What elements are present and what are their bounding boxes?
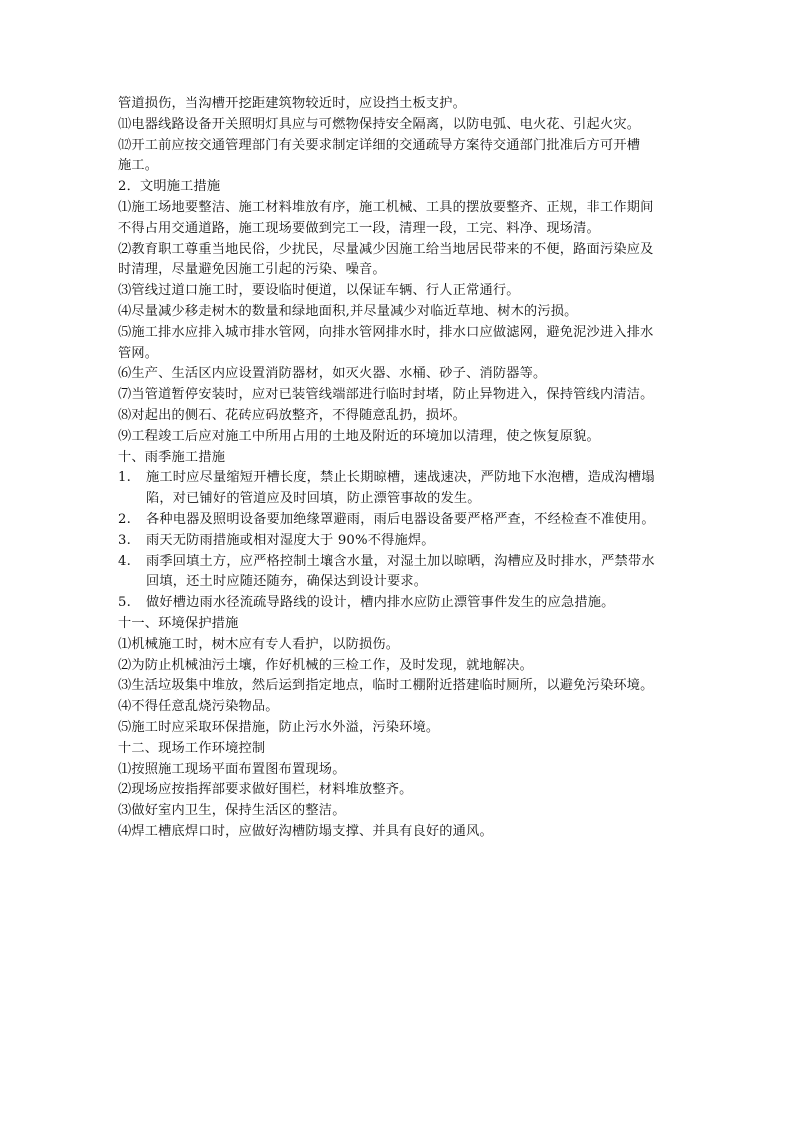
text-line: ⑹生产、生活区内应设置消防器材，如灭火器、水桶、砂子、消防器等。 bbox=[118, 366, 547, 382]
list-item bbox=[118, 593, 680, 614]
list-number: 3. bbox=[118, 532, 131, 548]
text-line: ⑴施工场地要整洁、施工材料堆放有序，施工机械、工具的摆放要整齐、正规，非工作期间 bbox=[118, 199, 654, 215]
text-line: ⑴按照施工现场平面布置图布置现场。 bbox=[118, 761, 346, 777]
text-line: ⑸施工时应采取环保措施，防止污水外溢，污染环境。 bbox=[118, 719, 440, 735]
text-line: ⑶做好室内卫生，保持生活区的整洁。 bbox=[118, 803, 346, 819]
text-line: ⑵现场应按指挥部要求做好围栏，材料堆放整齐。 bbox=[118, 782, 413, 798]
list-text: 施工时应尽量缩短开槽长度，禁止长期晾槽，速战速决，严防地下水泡槽，造成沟槽塌 bbox=[146, 470, 655, 486]
text-line: 管道损伤，当沟槽开挖距建筑物较近时，应设挡土板支护。 bbox=[118, 96, 467, 111]
list-item bbox=[118, 468, 680, 489]
list-number: 4. bbox=[118, 553, 131, 569]
document-page bbox=[118, 94, 680, 843]
text-line: ⑶管线过道口施工时，要设临时便道，以保证车辆、行人正常通行。 bbox=[118, 283, 520, 299]
text-line: ⑺当管道暂停安装时，应对已装管线端部进行临时封堵，防止异物进入，保持管线内清洁。 bbox=[118, 387, 654, 403]
text-line: ⑿开工前应按交通管理部门有关要求制定详细的交通疏导方案待交通部门批准后方可开槽 bbox=[118, 137, 641, 153]
list-text: 做好槽边雨水径流疏导路线的设计，槽内排水应防止漂管事件发生的应急措施。 bbox=[146, 595, 615, 611]
text-line: ⑸施工排水应排入城市排水管网，向排水管网排水时，排水口应做滤网，避免泥沙进入排水 bbox=[118, 324, 654, 340]
text-line: ⑵为防止机械油污土壤，作好机械的三检工作，及时发现，就地解决。 bbox=[118, 657, 534, 673]
text-line: ⑷不得任意乱烧污染物品。 bbox=[118, 699, 279, 715]
text-line: ⑼工程竣工后应对施工中所用占用的土地及附近的环境加以清理，使之恢复原貌。 bbox=[118, 428, 600, 444]
list-item bbox=[118, 510, 680, 531]
text-line: 施工。 bbox=[118, 158, 159, 174]
text-line: ⑷焊工槽底焊口时，应做好沟槽防塌支撑、并具有良好的通风。 bbox=[118, 823, 493, 839]
list-number: 2. bbox=[118, 511, 131, 527]
section-heading: 十二、现场工作环境控制 bbox=[118, 740, 266, 756]
text-line: 不得占用交通道路，施工现场要做到完工一段，清理一段，工完、料净、现场清。 bbox=[118, 220, 600, 236]
list-item-continuation: 陷，对已铺好的管道应及时回填，防止漂管事故的发生。 bbox=[146, 491, 481, 507]
section-heading: 十一、环境保护措施 bbox=[118, 615, 239, 631]
list-text: 各种电器及照明设备要加绝缘罩避雨，雨后电器设备要严格严查，不经检查不准使用。 bbox=[146, 511, 655, 527]
text-line: ⑶生活垃圾集中堆放，然后运到指定地点，临时工棚附近搭建临时厕所，以避免污染环境。 bbox=[118, 678, 654, 694]
text-line: ⑵教育职工尊重当地民俗，少扰民，尽量减少因施工给当地居民带来的不便，路面污染应及 bbox=[118, 241, 654, 257]
text-line: ⑻对起出的侧石、花砖应码放整齐，不得随意乱扔，损坏。 bbox=[118, 407, 467, 423]
list-item bbox=[118, 531, 680, 552]
text-line: ⑴机械施工时，树木应有专人看护，以防损伤。 bbox=[118, 636, 400, 652]
section-heading: 十、雨季施工措施 bbox=[118, 449, 226, 465]
text-line: ⑾电器线路设备开关照明灯具应与可燃物保持安全隔离，以防电弧、电火花、引起火灾。 bbox=[118, 116, 641, 132]
list-number: 5. bbox=[118, 595, 131, 611]
text-line: 时清理，尽量避免因施工引起的污染、噪音。 bbox=[118, 262, 386, 278]
section-heading: 2．文明施工措施 bbox=[118, 179, 221, 195]
list-number: 1. bbox=[118, 470, 131, 486]
list-item bbox=[118, 552, 680, 573]
text-line: ⑷尽量减少移走树木的数量和绿地面积,并尽量减少对临近草地、树木的污损。 bbox=[118, 303, 578, 319]
list-item-continuation: 回填，还土时应随还随夯，确保达到设计要求。 bbox=[146, 574, 428, 590]
list-text: 雨季回填土方，应严格控制土壤含水量，对湿土加以晾晒，沟槽应及时排水，严禁带水 bbox=[146, 553, 655, 569]
text-line: 管网。 bbox=[118, 345, 159, 361]
list-text: 雨天无防雨措施或相对湿度大于 90%不得施焊。 bbox=[146, 532, 435, 548]
